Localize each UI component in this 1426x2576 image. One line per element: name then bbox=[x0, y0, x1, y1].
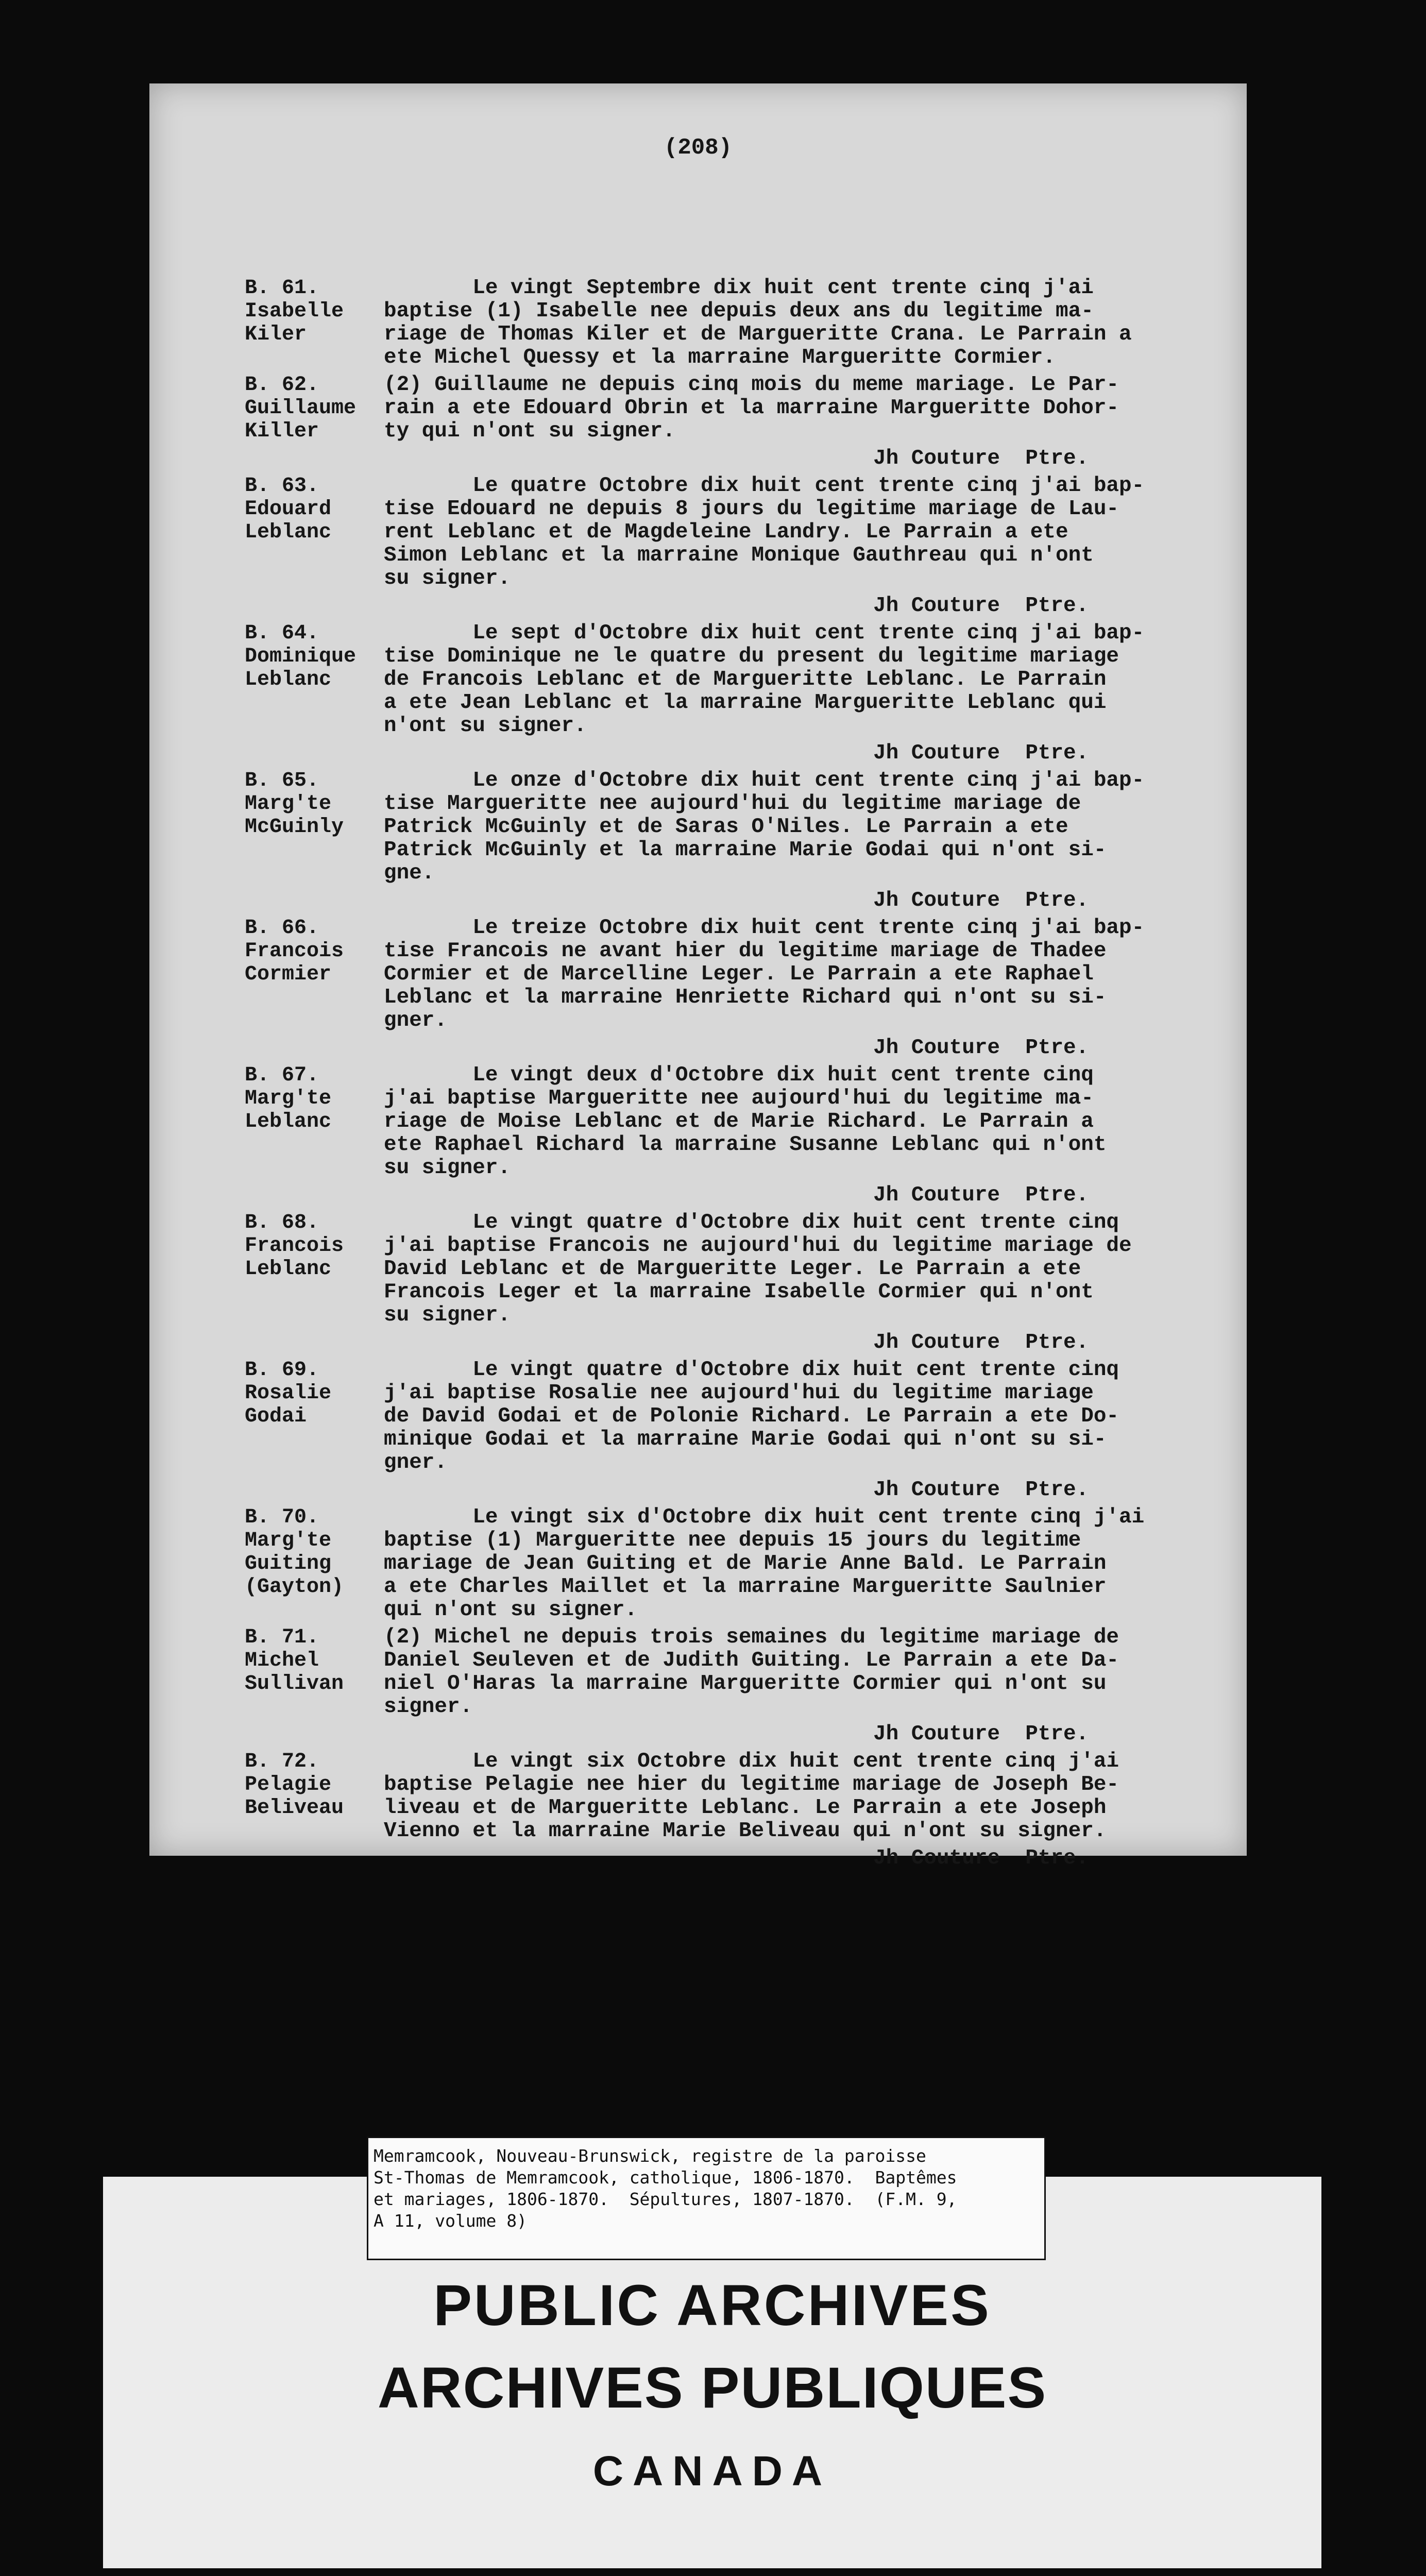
entry-text-line: Simon Leblanc et la marraine Monique Gauthreau qui n'ont bbox=[384, 544, 1094, 567]
entry-text-line: tise Francois ne avant hier du legitime mariage de Thadee bbox=[384, 939, 1107, 963]
entry-text-line: liveau et de Margueritte Leblanc. Le Parrain a ete Joseph bbox=[384, 1796, 1107, 1820]
margin-note-line: B. 64. bbox=[245, 622, 319, 645]
entry-text-line: j'ai baptise Rosalie nee aujourd'hui du legitime mariage bbox=[384, 1381, 1094, 1405]
entry-text-line: rent Leblanc et de Magdeleine Landry. Le Parrain a ete bbox=[384, 520, 1068, 544]
entry-text bbox=[381, 622, 1239, 738]
priest-signature: Jh Couture Ptre. bbox=[873, 1036, 1089, 1060]
margin-note-line: Godai bbox=[245, 1405, 307, 1428]
archives-publiques-heading: ARCHIVES PUBLIQUES bbox=[377, 2355, 1047, 2420]
entry-text-line: j'ai baptise Margueritte nee aujourd'hui du legitime ma- bbox=[384, 1087, 1094, 1110]
entry-text-line: Le vingt quatre d'Octobre dix huit cent trente cinq bbox=[384, 1358, 1119, 1382]
margin-note-line: Marg'te bbox=[245, 1529, 332, 1552]
margin-note-line: McGuinly bbox=[245, 816, 344, 839]
entry-text-line: minique Godai et la marraine Marie Godai qui n'ont su si- bbox=[384, 1428, 1107, 1451]
entry-text bbox=[381, 1626, 1239, 1719]
margin-note-line: Killer bbox=[245, 420, 319, 443]
entry-text-line: ete Michel Quessy et la marraine Margueritte Cormier. bbox=[384, 346, 1056, 369]
priest-signature: Jh Couture Ptre. bbox=[873, 447, 1089, 470]
entry-text-line: Le quatre Octobre dix huit cent trente cinq j'ai bap- bbox=[384, 474, 1145, 498]
entry-text-line: gner. bbox=[384, 1009, 448, 1032]
margin-note-line: Francois bbox=[245, 1234, 344, 1258]
entry-row bbox=[245, 474, 1239, 590]
margin-note-line: Rosalie bbox=[245, 1382, 332, 1405]
entry-row bbox=[245, 1626, 1239, 1719]
register-page bbox=[149, 83, 1247, 1870]
entry-text-line: gne. bbox=[384, 861, 435, 885]
margin-note-line: Leblanc bbox=[245, 1258, 332, 1281]
entry-text-line: riage de Thomas Kiler et de Margueritte Crana. Le Parrain a bbox=[384, 323, 1132, 346]
entry-row bbox=[245, 1750, 1239, 1843]
entry-row bbox=[245, 1211, 1239, 1327]
margin-note bbox=[245, 917, 381, 1032]
entry-text-line: Le vingt quatre d'Octobre dix huit cent trente cinq bbox=[384, 1211, 1119, 1234]
entry-text-line: Daniel Seuleven et de Judith Guiting. Le Parrain a ete Da- bbox=[384, 1649, 1119, 1672]
entry-row bbox=[245, 622, 1239, 738]
entry-text-line: (2) Guillaume ne depuis cinq mois du meme mariage. Le Par- bbox=[384, 373, 1119, 397]
entry-text-line: David Leblanc et de Margueritte Leger. Le Parrain a ete bbox=[384, 1257, 1081, 1281]
margin-note-line: Beliveau bbox=[245, 1797, 344, 1820]
entry-text-line: su signer. bbox=[384, 1303, 511, 1327]
entry-text bbox=[381, 769, 1239, 885]
entry-text-line: baptise (1) Isabelle nee depuis deux ans du legitime ma- bbox=[384, 299, 1094, 323]
priest-signature: Jh Couture Ptre. bbox=[873, 1722, 1089, 1746]
margin-note-line: B. 67. bbox=[245, 1064, 319, 1087]
entry-row bbox=[245, 374, 1239, 443]
entry-text-line: a ete Charles Maillet et la marraine Margueritte Saulnier bbox=[384, 1575, 1107, 1599]
archive-label-sticker bbox=[367, 2137, 1046, 2260]
entry-text-line: Patrick McGuinly et de Saras O'Niles. Le Parrain a ete bbox=[384, 815, 1068, 839]
margin-note bbox=[245, 1750, 381, 1843]
sticker-line: St-Thomas de Memramcook, catholique, 1806-1870. Baptêmes bbox=[374, 2167, 957, 2188]
entry-text-line: Cormier et de Marcelline Leger. Le Parrain a ete Raphael bbox=[384, 962, 1094, 986]
entry-text-line: a ete Jean Leblanc et la marraine Margueritte Leblanc qui bbox=[384, 691, 1107, 715]
entry-text bbox=[381, 1064, 1239, 1180]
entry-text-line: tise Edouard ne depuis 8 jours du legitime mariage de Lau- bbox=[384, 497, 1119, 521]
entry-text-line: baptise (1) Margueritte nee depuis 15 jours du legitime bbox=[384, 1529, 1081, 1552]
margin-note-line: Kiler bbox=[245, 323, 307, 346]
page-number: (208) bbox=[664, 135, 733, 161]
entry-text-line: tise Margueritte nee aujourd'hui du legitime mariage de bbox=[384, 792, 1081, 816]
entry-row bbox=[245, 1506, 1239, 1622]
margin-note-line: B. 68. bbox=[245, 1211, 319, 1234]
priest-signature: Jh Couture Ptre. bbox=[873, 1183, 1089, 1207]
entry-text-line: baptise Pelagie nee hier du legitime mariage de Joseph Be- bbox=[384, 1773, 1119, 1797]
entry-text-line: Le onze d'Octobre dix huit cent trente cinq j'ai bap- bbox=[384, 769, 1145, 792]
priest-signature: Jh Couture Ptre. bbox=[873, 741, 1089, 765]
entry-text-line: niel O'Haras la marraine Margueritte Cormier qui n'ont su bbox=[384, 1672, 1107, 1696]
entry-text-line: Le treize Octobre dix huit cent trente cinq j'ai bap- bbox=[384, 916, 1145, 940]
margin-note-line: Marg'te bbox=[245, 792, 332, 816]
margin-note bbox=[245, 1506, 381, 1622]
archive-card bbox=[103, 2146, 1321, 2568]
baptism-entries bbox=[245, 277, 1239, 1870]
margin-note-line: Isabelle bbox=[245, 300, 344, 323]
entry-row bbox=[245, 1064, 1239, 1180]
margin-note-line: B. 72. bbox=[245, 1750, 319, 1773]
priest-signature: Jh Couture Ptre. bbox=[873, 1331, 1089, 1354]
margin-note-line: Cormier bbox=[245, 963, 332, 986]
entry-text-line: de Francois Leblanc et de Margueritte Leblanc. Le Parrain bbox=[384, 668, 1107, 691]
entry-text bbox=[381, 474, 1239, 590]
entry-text-line: Le vingt Septembre dix huit cent trente cinq j'ai bbox=[384, 276, 1094, 300]
priest-signature: Jh Couture Ptre. bbox=[873, 889, 1089, 912]
entry-text-line: Le vingt deux d'Octobre dix huit cent trente cinq bbox=[384, 1063, 1094, 1087]
margin-note-line: Pelagie bbox=[245, 1773, 332, 1797]
margin-note-line: Michel bbox=[245, 1649, 319, 1672]
margin-note-line: Edouard bbox=[245, 498, 332, 521]
entry-text-line: Patrick McGuinly et la marraine Marie Godai qui n'ont si- bbox=[384, 838, 1107, 862]
sticker-line: et mariages, 1806-1870. Sépultures, 1807-1870. (F.M. 9, bbox=[374, 2189, 957, 2209]
entry-text-line: Francois Leger et la marraine Isabelle Cormier qui n'ont bbox=[384, 1280, 1094, 1304]
margin-note-line: B. 62. bbox=[245, 374, 319, 397]
priest-signature: Jh Couture Ptre. bbox=[873, 594, 1089, 618]
margin-note-line: B. 65. bbox=[245, 769, 319, 792]
entry-text-line: mariage de Jean Guiting et de Marie Anne Bald. Le Parrain bbox=[384, 1552, 1107, 1575]
margin-note-line: B. 70. bbox=[245, 1506, 319, 1529]
entry-row bbox=[245, 1359, 1239, 1475]
margin-note bbox=[245, 474, 381, 590]
entry-text-line: Le vingt six d'Octobre dix huit cent trente cinq j'ai bbox=[384, 1505, 1145, 1529]
margin-note bbox=[245, 1359, 381, 1475]
margin-note-line: (Gayton) bbox=[245, 1575, 344, 1599]
public-archives-heading: PUBLIC ARCHIVES bbox=[433, 2273, 991, 2337]
margin-note-line: B. 71. bbox=[245, 1626, 319, 1649]
margin-note-line: B. 63. bbox=[245, 474, 319, 498]
canada-heading: CANADA bbox=[592, 2448, 832, 2495]
margin-note-line: B. 69. bbox=[245, 1359, 319, 1382]
entry-text-line: gner. bbox=[384, 1451, 448, 1475]
margin-note-line: Leblanc bbox=[245, 668, 332, 691]
entry-row bbox=[245, 277, 1239, 369]
entry-row bbox=[245, 917, 1239, 1032]
entry-text bbox=[381, 1359, 1239, 1475]
margin-note-line: Dominique bbox=[245, 645, 356, 668]
entry-text-line: signer. bbox=[384, 1695, 473, 1719]
entry-text bbox=[381, 1750, 1239, 1843]
entry-text-line: ty qui n'ont su signer. bbox=[384, 419, 675, 443]
entry-text bbox=[381, 917, 1239, 1032]
margin-note bbox=[245, 1626, 381, 1719]
entry-text-line: Le sept d'Octobre dix huit cent trente cinq j'ai bap- bbox=[384, 621, 1145, 645]
entry-text-line: j'ai baptise Francois ne aujourd'hui du legitime mariage de bbox=[384, 1234, 1132, 1258]
entry-text-line: (2) Michel ne depuis trois semaines du legitime mariage de bbox=[384, 1625, 1119, 1649]
entry-text bbox=[381, 277, 1239, 369]
margin-note bbox=[245, 1064, 381, 1180]
margin-note-line: B. 66. bbox=[245, 917, 319, 940]
entry-text-line: riage de Moise Leblanc et de Marie Richard. Le Parrain a bbox=[384, 1110, 1094, 1133]
margin-note-line: Leblanc bbox=[245, 1110, 332, 1133]
margin-note-line: Sullivan bbox=[245, 1672, 344, 1696]
margin-note bbox=[245, 622, 381, 738]
margin-note-line: Francois bbox=[245, 940, 344, 963]
priest-signature: Jh Couture Ptre. bbox=[873, 1846, 1089, 1870]
sticker-line: Memramcook, Nouveau-Brunswick, registre de la paroisse bbox=[374, 2146, 926, 2166]
entry-text-line: de David Godai et de Polonie Richard. Le Parrain a ete Do- bbox=[384, 1404, 1119, 1428]
entry-text-line: Vienno et la marraine Marie Beliveau qui n'ont su signer. bbox=[384, 1819, 1107, 1843]
margin-note bbox=[245, 1211, 381, 1327]
entry-text-line: tise Dominique ne le quatre du present du legitime mariage bbox=[384, 645, 1119, 668]
margin-note bbox=[245, 277, 381, 369]
entry-row bbox=[245, 769, 1239, 885]
margin-note-line: Guiting bbox=[245, 1552, 332, 1575]
entry-text bbox=[381, 1211, 1239, 1327]
entry-text-line: Le vingt six Octobre dix huit cent trente cinq j'ai bbox=[384, 1750, 1119, 1773]
margin-note-line: Guillaume bbox=[245, 397, 356, 420]
entry-text-line: rain a ete Edouard Obrin et la marraine Margueritte Dohor- bbox=[384, 396, 1119, 420]
margin-note-line: Marg'te bbox=[245, 1087, 332, 1110]
sticker-line: A 11, volume 8) bbox=[374, 2211, 528, 2231]
entry-text-line: n'ont su signer. bbox=[384, 714, 587, 738]
priest-signature: Jh Couture Ptre. bbox=[873, 1478, 1089, 1502]
entry-text-line: Leblanc et la marraine Henriette Richard qui n'ont su si- bbox=[384, 986, 1107, 1009]
entry-text-line: qui n'ont su signer. bbox=[384, 1598, 638, 1622]
entry-text-line: ete Raphael Richard la marraine Susanne Leblanc qui n'ont bbox=[384, 1133, 1107, 1157]
margin-note bbox=[245, 374, 381, 443]
entry-text bbox=[381, 374, 1239, 443]
margin-note bbox=[245, 769, 381, 885]
entry-text-line: su signer. bbox=[384, 567, 511, 590]
entry-text-line: su signer. bbox=[384, 1156, 511, 1180]
margin-note-line: Leblanc bbox=[245, 521, 332, 544]
entry-text bbox=[381, 1506, 1239, 1622]
margin-note-line: B. 61. bbox=[245, 277, 319, 300]
